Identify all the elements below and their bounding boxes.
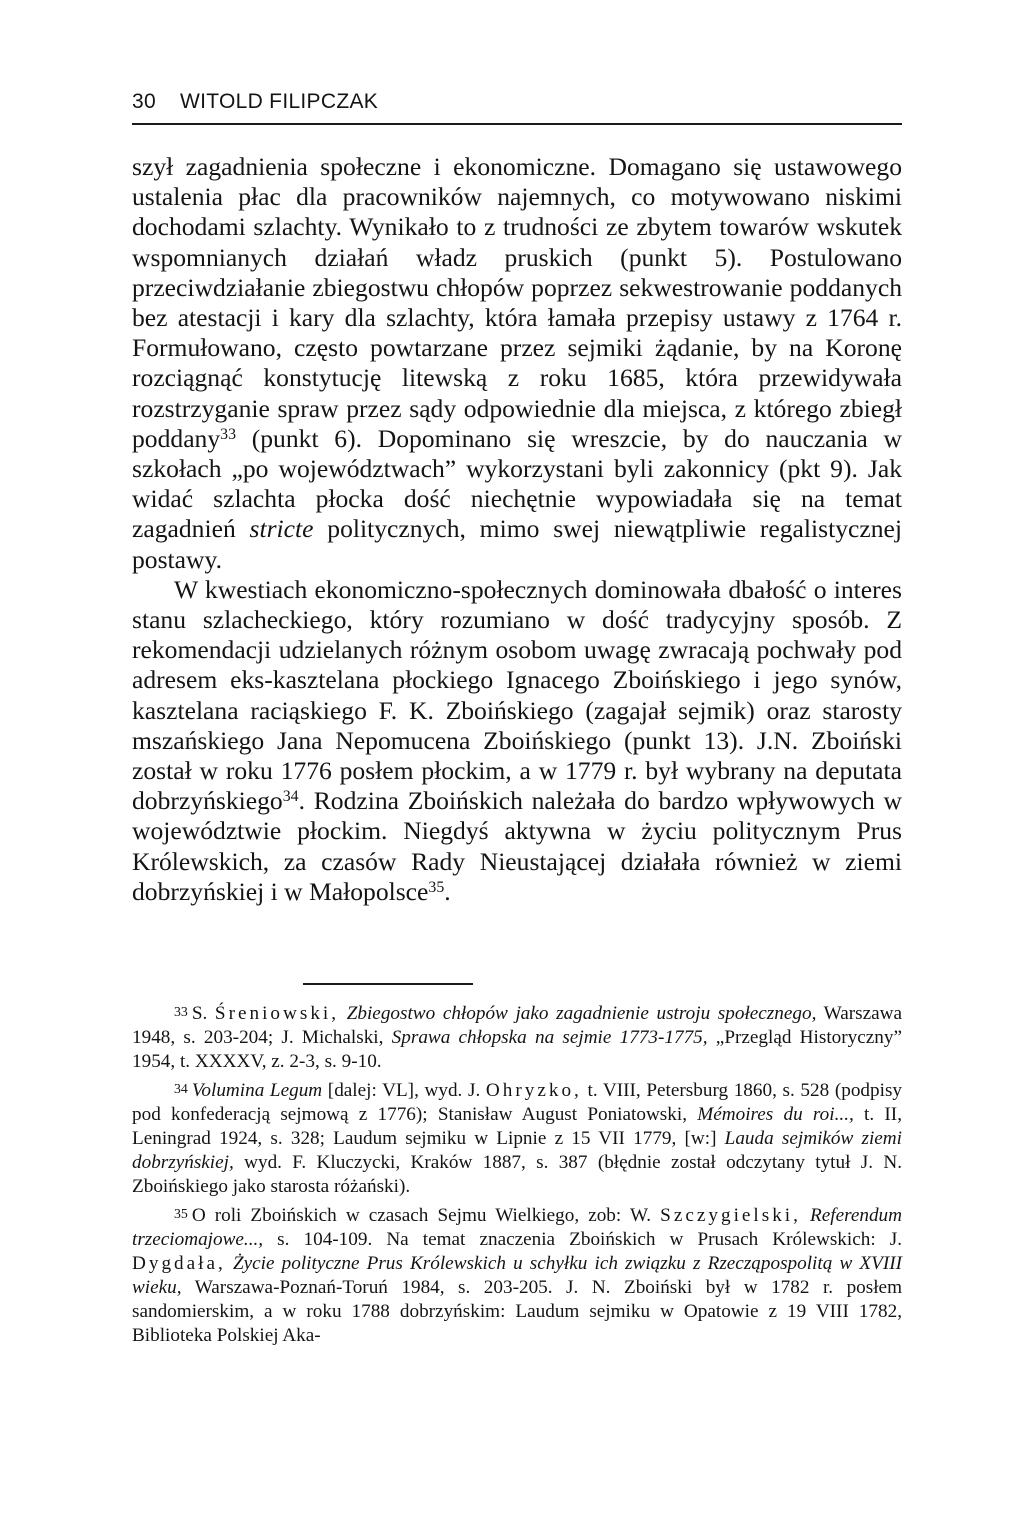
footnote-33-text-b <box>339 1003 347 1024</box>
footnote-35-title-2: Życie polityczne Prus Królewskich u schyłku ich związku z Rzecząpospolitą w XVIII wieku, <box>132 1253 903 1298</box>
footnote-ref-35: 35 <box>428 878 445 896</box>
paragraph-2-text-2: . Rodzina Zboińskich należała do bardzo wpływowych w województwie płockim. Niegdyś aktywna w życiu politycznym Prus Królewskich, za czasów Rady Nieustającej działała również w ziemi dobrzyńskiej i w Małopolsce <box>132 786 902 906</box>
footnote-ref-33: 33 <box>220 425 237 443</box>
footnote-33-text-c: Warszawa 1948, s. 203-204; J. Michalski, <box>132 1003 903 1048</box>
page-number: 30 <box>132 90 156 113</box>
paragraph-1-text-2: (punkt 6). Dopominano się wreszcie, by do nauczania w szkołach „po województwach” wykorzystani byli zakonnicy (pkt 9). Jak widać szlachta płocka dość niechętnie wypowiadała się na temat zagadnień <box>132 423 902 544</box>
footnote-34 <box>132 1079 902 1199</box>
footnote-34-title-1: Volumina Legum <box>191 1080 323 1101</box>
footnote-33-author: Śreniowski, <box>214 1003 340 1024</box>
running-title: WITOLD FILIPCZAK <box>179 90 379 113</box>
paragraph-1 <box>132 152 902 575</box>
header-rule <box>132 123 902 125</box>
footnote-34-text-c: t. II, Leningrad 1924, s. 328; Laudum sejmiku w Lipnie z 15 VII 1779, [w:] <box>132 1104 902 1149</box>
footnote-34-text-d: wyd. F. Kluczycki, Kraków 1887, s. 387 (błędnie został odczytany tytuł J. N. Zboińskiego jako starosta różański). <box>132 1152 902 1197</box>
footnote-35-title-1: Referendum trzeciomajowe..., <box>132 1205 902 1250</box>
footnote-33-title-2: Sprawa chłopska na sejmie 1773-1775, <box>391 1027 708 1048</box>
footnote-33 <box>132 1002 902 1074</box>
main-text <box>132 152 902 907</box>
footnote-ref-34: 34 <box>282 788 299 806</box>
footnote-34-text-b: t. VIII, Petersburg 1860, s. 528 (podpisy pod konfederacją sejmową z 1776); Stanisław August Poniatowski, <box>132 1080 903 1125</box>
footnote-35-author-2: Dygdała, <box>132 1253 226 1274</box>
footnote-34-title-2: Mémoires du roi..., <box>697 1104 854 1125</box>
footnote-33-title-1: Zbiegostwo chłopów jako zagadnienie ustroju społecznego, <box>346 1003 817 1024</box>
paragraph-2-text-1: W kwestiach ekonomiczno-społecznych dominowała dbałość o interes stanu szlacheckiego, który rozumiano w dość tradycyjny sposób. Z rekomendacji udzielanych różnym osobom uwagę zwracają pochwały pod adresem eks-kasztelana płockiego Ignacego Zboińskiego i jego synów, kasztelana raciąskiego F. K. Zboińskiego (zagajał sejmik) oraz starosty mszańskiego Jana Nepomucena Zboińskiego (punkt 13). J.N. Zboiński został w roku 1776 posłem płockim, a w 1779 r. był wybrany na deputata dobrzyńskiego <box>132 574 902 816</box>
footnote-33-text-d: „Przegląd Historyczny” 1954, t. XXXXV, z. 2-3, s. 9-10. <box>132 1027 902 1072</box>
paragraph-1-text-1: szył zagadnienia społeczne i ekonomiczne. Domagano się ustawowego ustalenia płac dla pracowników najemnych, co motywowano niskimi dochodami szlachty. Wynikało to z trudności ze zbytem towarów wskutek wspomnianych działań władz pruskich (punkt 5). Postulowano przeciwdziałanie zbiegostwu chłopów poprzez sekwestrowanie poddanych bez atestacji i kary dla szlachty, która łamała przepisy ustawy z 1764 r. Formułowano, często powtarzane przez sejmiki żądanie, by na Koronę rozciągnąć konstytucję litewską z roku 1685, która przewidywała rozstrzyganie spraw przez sądy odpowiednie dla miejsca, z którego zbiegł poddany <box>132 152 902 453</box>
footnote-34-text-a: [dalej: VL], wyd. J. <box>322 1080 486 1101</box>
footnote-35-text-c: s. 104-109. Na temat znaczenia Zboińskich w Prusach Królewskich: J. <box>263 1229 902 1250</box>
paragraph-1-text-3: politycznych, mimo swej niewątpliwie regalistycznej postawy. <box>132 514 902 574</box>
footnote-35-text-d <box>226 1253 233 1274</box>
footnote-33-text-a: S. <box>191 1003 215 1024</box>
running-header <box>132 90 902 124</box>
footnote-34-author: Ohryzko, <box>485 1080 582 1101</box>
footnotes <box>132 1002 902 1353</box>
paragraph-2-text-3: . <box>444 876 451 906</box>
footnote-34-number: 34 <box>174 1080 188 1096</box>
footnote-33-number: 33 <box>174 1003 188 1019</box>
footnote-35-author-1: Szczygielski, <box>660 1205 801 1226</box>
italic-stricte: stricte <box>249 514 314 544</box>
footnote-35-number: 35 <box>174 1205 188 1221</box>
footnote-35-text-e: Warszawa-Poznań-Toruń 1984, s. 203-205. J. N. Zboiński był w 1782 r. posłem sandomierskim, a w roku 1788 dobrzyńskim: Laudum sejmiku w Opatowie z 19 VIII 1782, Biblioteka Polskiej Aka- <box>132 1277 902 1346</box>
footnote-35 <box>132 1204 902 1348</box>
footnote-34-title-3: Lauda sejmików ziemi dobrzyńskiej, <box>132 1128 902 1173</box>
footnote-35-text-b <box>801 1205 810 1226</box>
paragraph-2 <box>132 575 902 907</box>
footnote-separator <box>303 983 473 985</box>
footnote-35-text-a: O roli Zboińskich w czasach Sejmu Wielkiego, zob: W. <box>191 1205 661 1226</box>
